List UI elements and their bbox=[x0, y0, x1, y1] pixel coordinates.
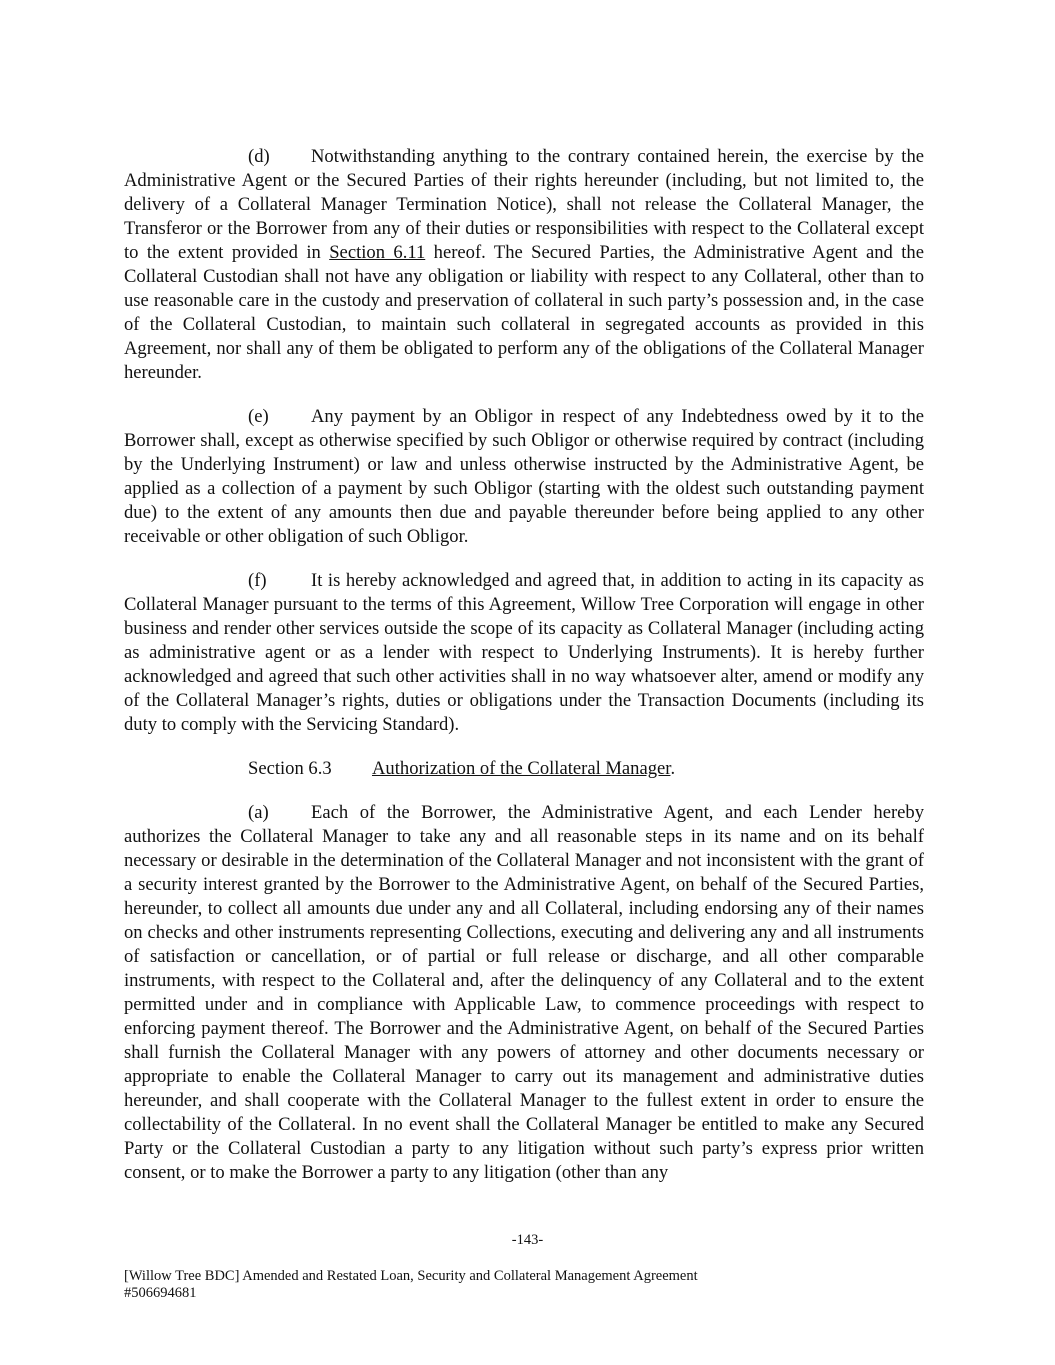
paragraph-a bbox=[124, 801, 924, 1185]
paragraph-d-text-after: hereof. The Secured Parties, the Administrative Agent and the Collateral Custodian shall not have any obligation or liability with respect to any Collateral, other than to use reasonable care in the custody and preservation of collateral in such party’s possession and, in the case of the Collateral Custodian, to maintain such collateral in segregated accounts as provided in this Agreement, nor shall any of them be obligated to perform any of the obligations of the Collateral Manager hereunder. bbox=[124, 242, 924, 383]
paragraph-e-text: Any payment by an Obligor in respect of any Indebtedness owed by it to the Borrower shall, except as otherwise specified by such Obligor or otherwise required by contract (including by the Underlying Instrument) or law and unless otherwise instructed by the Administrative Agent, be applied as a collection of a payment by such Obligor (starting with the oldest such outstanding payment due) to the extent of any amounts then due and payable thereunder before being applied to any other receivable or other obligation of such Obligor. bbox=[124, 406, 924, 547]
paragraph-e bbox=[124, 405, 924, 549]
document-footer bbox=[124, 1268, 698, 1302]
paragraph-d-label: (d) bbox=[248, 146, 270, 167]
paragraph-e-label: (e) bbox=[248, 406, 269, 427]
paragraph-f-text: It is hereby acknowledged and agreed that, in addition to acting in its capacity as Collateral Manager pursuant to the terms of this Agreement, Willow Tree Corporation will engage in other business and render other services outside the scope of its capacity as Collateral Manager (including acting as administrative agent or as a lender with respect to Underlying Instruments). It is hereby further acknowledged and agreed that such other activities shall in no way whatsoever alter, amend or modify any of the Collateral Manager’s rights, duties or obligations under the Transaction Documents (including its duty to comply with the Servicing Standard). bbox=[124, 570, 924, 735]
footer-doc-id: #506694681 bbox=[124, 1285, 197, 1301]
footer-title: [Willow Tree BDC] Amended and Restated Loan, Security and Collateral Management Agreement bbox=[124, 1268, 698, 1284]
section-6-11-reference: Section 6.11 bbox=[329, 242, 426, 263]
paragraph-f bbox=[124, 569, 924, 737]
paragraph-d bbox=[124, 145, 924, 385]
paragraph-a-text: Each of the Borrower, the Administrative Agent, and each Lender hereby authorizes the Collateral Manager to take any and all reasonable steps in its name and on its behalf necessary or desirable in the determination of the Collateral Manager and not inconsistent with the grant of a security interest granted by the Borrower to the Administrative Agent, on behalf of the Secured Parties, hereunder, to collect all amounts due under any and all Collateral, including endorsing any of their names on checks and other instruments representing Collections, executing and delivering any and all instruments of satisfaction or cancellation, or of partial or full release or discharge, and all other comparable instruments, with respect to the Collateral and, after the delinquency of any Collateral and to the extent permitted under and in compliance with Applicable Law, to commence proceedings with respect to enforcing payment thereof. The Borrower and the Administrative Agent, on behalf of the Secured Parties shall furnish the Collateral Manager with any powers of attorney and other documents necessary or appropriate to enable the Collateral Manager to carry out its management and administrative duties hereunder, and shall cooperate with the Collateral Manager to the fullest extent in order to ensure the collectability of the Collateral. In no event shall the Collateral Manager be entitled to make any Secured Party or the Collateral Custodian a party to any litigation without such party’s express prior written consent, or to make the Borrower a party to any litigation (other than any bbox=[124, 802, 924, 1183]
paragraph-d-text-before: Notwithstanding anything to the contrary contained herein, the exercise by the Administrative Agent or the Secured Parties of their rights hereunder (including, but not limited to, the delivery of a Collateral Manager Termination Notice), shall not release the Collateral Manager, the Transferor or the Borrower from any of their duties or responsibilities with respect to the Collateral except to the extent provided in bbox=[124, 146, 924, 263]
paragraph-f-label: (f) bbox=[248, 570, 267, 591]
page-number: -143- bbox=[511, 1232, 544, 1248]
paragraph-a-label: (a) bbox=[248, 802, 269, 823]
section-heading bbox=[248, 757, 924, 781]
section-number: Section 6.3 bbox=[248, 758, 332, 779]
section-title-period: . bbox=[670, 758, 676, 779]
section-title: Authorization of the Collateral Manager bbox=[372, 758, 671, 779]
document-body bbox=[124, 145, 924, 1205]
